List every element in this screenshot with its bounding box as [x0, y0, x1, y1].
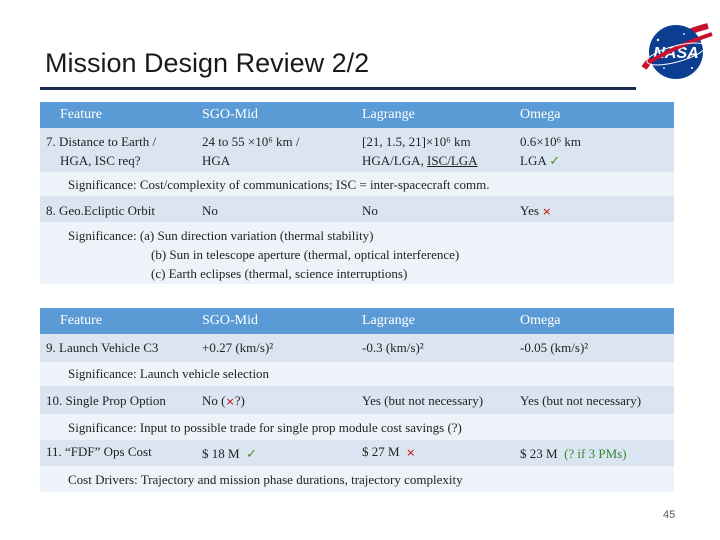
significance-row-8	[40, 222, 674, 284]
nasa-logo	[636, 16, 716, 86]
sgo-cell: No (×?)	[202, 393, 245, 408]
table1-header	[40, 102, 674, 128]
table-row-launch-c3	[40, 334, 674, 362]
header-omega: Omega	[520, 313, 561, 328]
table-row-fdf-ops-cost	[40, 440, 674, 466]
omega-cell: -0.05 (km/s)²	[520, 340, 589, 355]
significance-text: Significance: (a) Sun direction variation (thermal stability) (b) Sun in telescope aperture (thermal, optical interference) (c) Earth eclipses (thermal, science interruptions)	[68, 228, 460, 281]
header-sgo-mid: SGO-Mid	[202, 107, 259, 122]
lagrange-cell: [21, 1.5, 21]×10⁶ km HGA/LGA, ISC/LGA	[362, 134, 478, 168]
header-feature: Feature	[60, 313, 102, 328]
lagrange-cell: $ 27 M ×	[362, 444, 416, 459]
slide-title: Mission Design Review 2/2	[45, 48, 370, 78]
table2-header	[40, 308, 674, 334]
svg-text:NASA: NASA	[653, 45, 699, 62]
sgo-cell: 24 to 55 ×10⁶ km / HGA	[202, 134, 300, 168]
significance-row-9	[40, 362, 674, 386]
header-feature: Feature	[60, 107, 102, 122]
sgo-cell: No	[202, 203, 218, 218]
feature-cell: 9. Launch Vehicle C3	[46, 340, 159, 355]
header-lagrange: Lagrange	[362, 313, 415, 328]
significance-text: Significance: Launch vehicle selection	[68, 366, 270, 381]
checkmark-icon: ✓	[549, 154, 561, 169]
feature-cell: 10. Single Prop Option	[46, 393, 166, 408]
significance-row-10	[40, 414, 674, 440]
cross-icon: ×	[406, 446, 416, 459]
lagrange-cell: No	[362, 203, 378, 218]
header-sgo-mid: SGO-Mid	[202, 313, 259, 328]
omega-cell: Yes (but not necessary)	[520, 393, 642, 408]
title-underline	[40, 87, 636, 90]
header-lagrange: Lagrange	[362, 107, 415, 122]
omega-cell: 0.6×10⁶ km LGA ✓	[520, 134, 581, 169]
omega-cell: $ 23 M (? if 3 PMs)	[520, 446, 627, 461]
feature-cell: 7. Distance to Earth / HGA, ISC req?	[46, 134, 157, 168]
significance-text: Significance: Input to possible trade for single prop module cost savings (?)	[68, 420, 462, 435]
omega-cell: Yes ×	[520, 203, 552, 218]
feature-cell: 8. Geo.Ecliptic Orbit	[46, 203, 156, 218]
cross-icon: ×	[542, 205, 552, 218]
table-row-distance	[40, 128, 674, 172]
table-row-geo-ecliptic	[40, 196, 674, 222]
header-omega: Omega	[520, 107, 561, 122]
sgo-cell: $ 18 M ✓	[202, 446, 257, 462]
feature-cell: 11. “FDF” Ops Cost	[46, 444, 152, 459]
lagrange-cell: Yes (but not necessary)	[362, 393, 484, 408]
significance-text: Significance: Cost/complexity of communications; ISC = inter-spacecraft comm.	[68, 177, 490, 192]
sgo-cell: +0.27 (km/s)²	[202, 340, 274, 355]
table-row-single-prop	[40, 386, 674, 414]
cost-drivers-text: Cost Drivers: Trajectory and mission phase durations, trajectory complexity	[68, 472, 463, 487]
checkmark-icon: ✓	[246, 447, 257, 462]
significance-row-7	[40, 172, 674, 196]
cost-drivers-row	[40, 466, 674, 492]
cross-icon: ×	[225, 395, 235, 408]
page-number: 45	[663, 509, 676, 521]
lagrange-cell: -0.3 (km/s)²	[362, 340, 424, 355]
